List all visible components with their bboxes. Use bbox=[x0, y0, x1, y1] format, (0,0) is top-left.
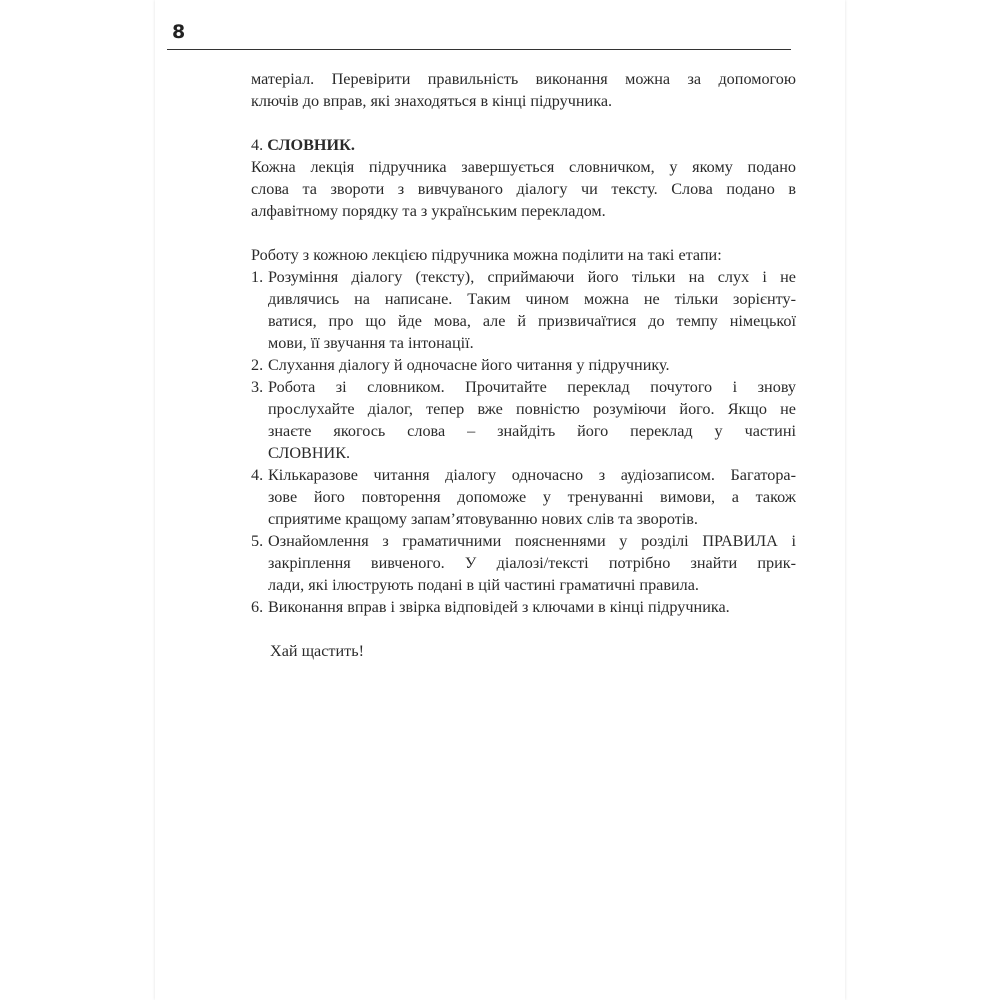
section-title: СЛОВНИК. bbox=[267, 136, 355, 154]
list-item-line: прослухайте діалог, тепер вже повністю розуміючи його. Якщо не bbox=[268, 400, 796, 418]
list-marker: 1. bbox=[251, 268, 264, 286]
list-item-line: Кількаразове читання діалогу одночасно з аудіозаписом. Багатора- bbox=[268, 466, 796, 484]
list-item bbox=[251, 530, 796, 596]
closing-text: Хай щастить! bbox=[270, 642, 365, 660]
list-item-line: Розуміння діалогу (тексту), сприймаючи його тільки на слух і не bbox=[268, 268, 796, 286]
intro-line: ключів до вправ, які знаходяться в кінці підручника. bbox=[251, 92, 613, 110]
list-item-line: закріплення вивченого. У діалозі/тексті потрібно знайти прик- bbox=[268, 554, 796, 572]
list-marker: 3. bbox=[251, 378, 264, 396]
list-item-line: Слухання діалогу й одночасне його читання у підручнику. bbox=[268, 356, 670, 374]
list-item-line: Ознайомлення з граматичними поясненнями у розділі ПРАВИЛА і bbox=[268, 532, 796, 550]
list-item-line: Робота зі словником. Прочитайте переклад почутого і знову bbox=[268, 378, 796, 396]
list-marker: 5. bbox=[251, 532, 264, 550]
list-item-line: сприятиме кращому запам’ятовуванню нових слів та зворотів. bbox=[268, 510, 698, 528]
list-marker: 4. bbox=[251, 466, 264, 484]
list-item-line: лади, які ілюструють подані в цій частині граматичні правила. bbox=[268, 576, 699, 594]
section-heading bbox=[251, 134, 796, 156]
list-item bbox=[251, 596, 796, 618]
list-item-line: дивлячись на написане. Таким чином можна не тільки зорієнту- bbox=[268, 290, 796, 308]
list-item bbox=[251, 354, 796, 376]
section-body-line: Кожна лекція підручника завершується словничком, у якому подано bbox=[251, 158, 796, 176]
stages-list bbox=[251, 266, 796, 618]
list-item-line: СЛОВНИК. bbox=[268, 444, 351, 462]
list-item bbox=[251, 464, 796, 530]
list-marker: 6. bbox=[251, 598, 264, 616]
list-marker: 2. bbox=[251, 356, 264, 374]
list-item-line: Виконання вправ і звірка відповідей з ключами в кінці підручника. bbox=[268, 598, 730, 616]
section-body-line: алфавітному порядку та з українським перекладом. bbox=[251, 202, 606, 220]
section-body-line: слова та звороти з вивчуваного діалогу чи тексту. Слова подано в bbox=[251, 180, 796, 198]
list-item-line: зове його повторення допоможе у тренуванні вимови, а також bbox=[268, 488, 796, 506]
intro-line: матеріал. Перевірити правильність виконання можна за допомогою bbox=[251, 70, 796, 88]
page-number: 8 bbox=[172, 21, 186, 43]
list-item-line: ватися, про що йде мова, але й призвичаїтися до темпу німецької bbox=[268, 312, 796, 330]
list-item-line: мови, її звучання та інтонації. bbox=[268, 334, 474, 352]
list-item bbox=[251, 266, 796, 354]
section-number: 4. bbox=[251, 136, 264, 154]
stages-intro: Роботу з кожною лекцією підручника можна поділити на такі етапи: bbox=[251, 246, 722, 264]
page-content bbox=[251, 68, 796, 662]
header-divider bbox=[167, 49, 791, 50]
list-item bbox=[251, 376, 796, 464]
list-item-line: знаєте якогось слова – знайдіть його переклад у частині bbox=[268, 422, 796, 440]
